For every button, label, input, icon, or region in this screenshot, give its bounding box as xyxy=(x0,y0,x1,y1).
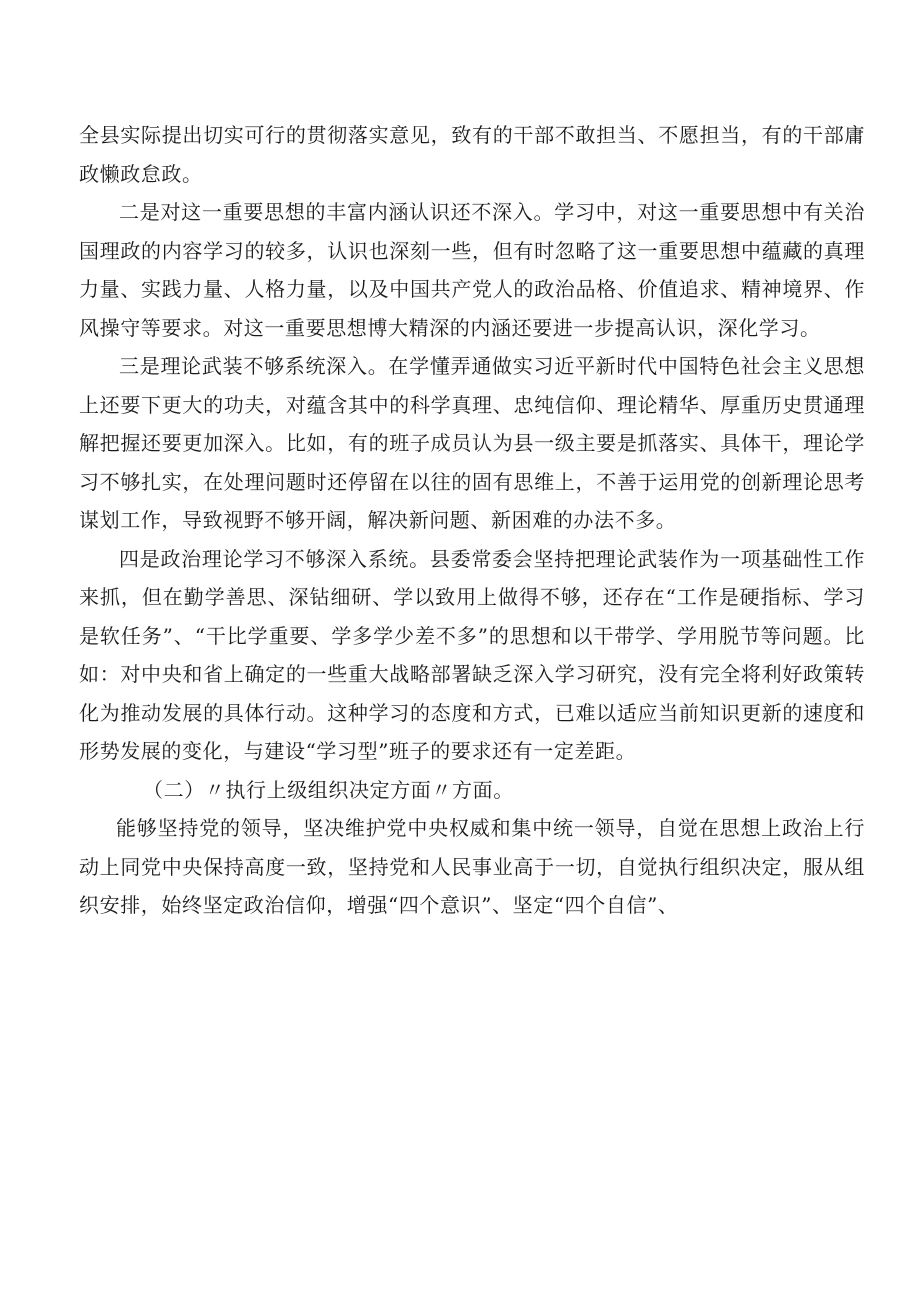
paragraph-point-three: 三是理论武装不够系统深入。在学懂弄通做实习近平新时代中国特色社会主义思想上还要下更大的功夫，对蕴含其中的科学真理、忠纯信仰、理论精华、厚重历史贯通理解把握还要更加深入。比如，有的班子成员认为县一级主要是抓落实、具体干，理论学习不够扎实，在处理问题时还停留在以往的固有思维上，不善于运用党的创新理论思考谋划工作，导致视野不够开阔，解决新问题、新困难的办法不多。 xyxy=(79,354,865,532)
section-heading-two: （二）〃执行上级组织决定方面〃方面。 xyxy=(143,777,514,802)
paragraph-continuation: 全县实际提出切实可行的贯彻落实意见，致有的干部不敢担当、不愿担当，有的干部庸政懒政怠政。 xyxy=(79,123,865,186)
paragraph-point-four: 四是政治理论学习不够深入系统。县委常委会坚持把理论武装作为一项基础性工作来抓，但在勤学善思、深钻细研、学以致用上做得不够，还存在“工作是硬指标、学习是软任务”、“干比学重要、学多学少差不多”的思想和以干带学、学用脱节等问题。比如：对中央和省上确定的一些重大战略部署缺乏深入学习研究，没有完全将利好政策转化为推动发展的具体行动。这种学习的态度和方式，已难以适应当前知识更新的速度和形势发展的变化，与建设“学习型”班子的要求还有一定差距。 xyxy=(79,546,865,763)
document-body xyxy=(79,116,865,925)
paragraph-section-two-body: 能够坚持党的领导，坚决维护党中央权威和集中统一领导，自觉在思想上政治上行动上同党中央保持高度一致，坚持党和人民事业高于一切，自觉执行组织决定，服从组织安排，始终坚定政治信仰，增强“四个意识”、坚定“四个自信”、 xyxy=(79,816,865,917)
paragraph-point-two: 二是对这一重要思想的丰富内涵认识还不深入。学习中，对这一重要思想中有关治国理政的内容学习的较多，认识也深刻一些，但有时忽略了这一重要思想中蕴藏的真理力量、实践力量、人格力量，以及中国共产党人的政治品格、价值追求、精神境界、作风操守等要求。对这一重要思想博大精深的内涵还要进一步提高认识，深化学习。 xyxy=(79,200,865,340)
